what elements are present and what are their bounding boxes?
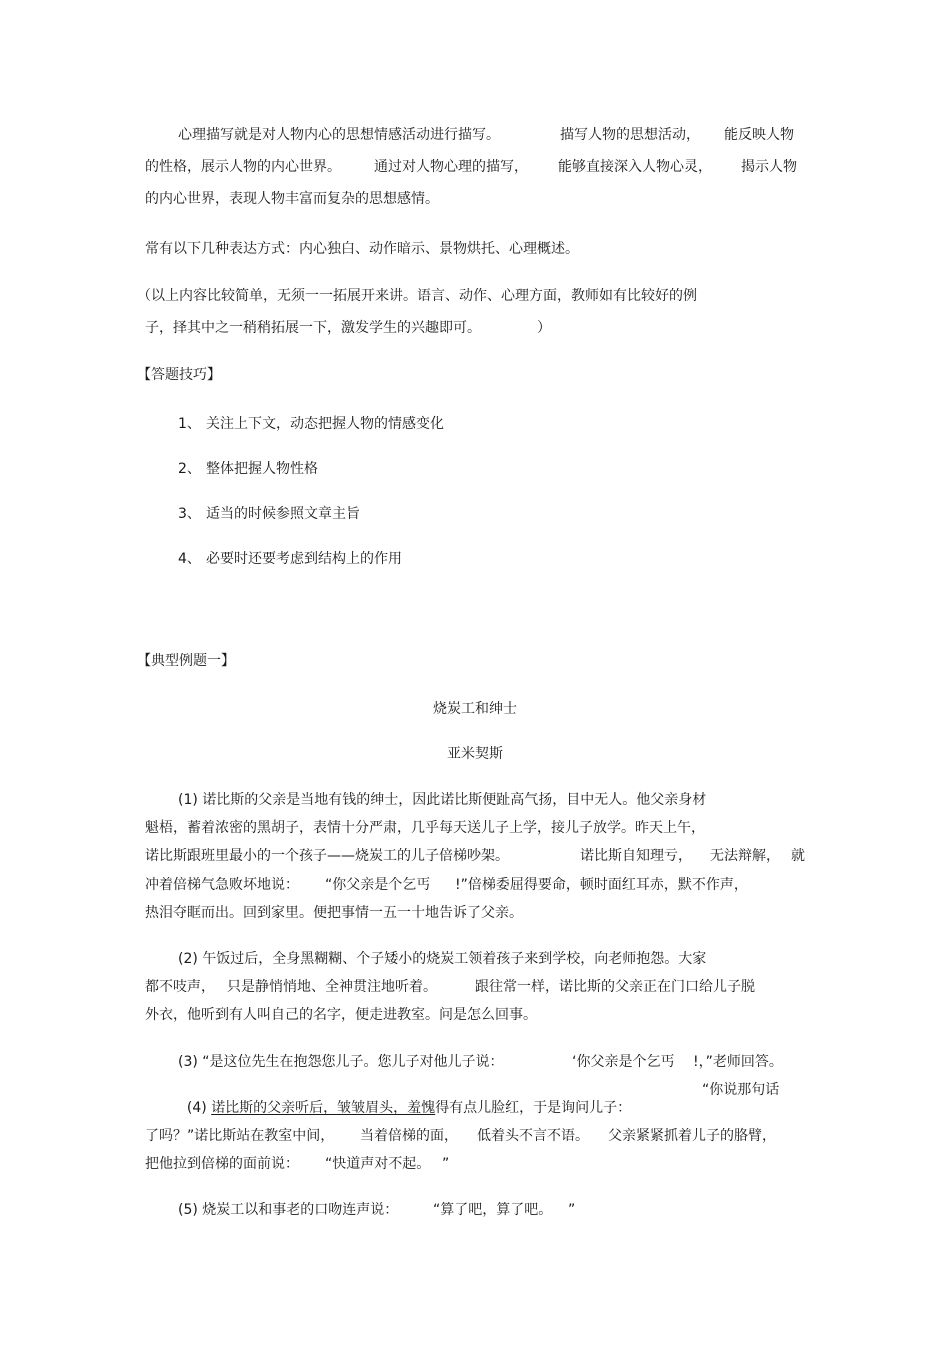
p4-text: 得有点儿脸红，于是询问儿子： <box>435 1100 632 1116</box>
p3-line-c: !，”老师回答。 <box>693 1054 783 1070</box>
note-line-1: （以上内容比较简单，无须一一拓展开来讲。语言、动作、心理方面，教师如有比较好的例 <box>137 288 697 304</box>
tip-text: 关注上下文，动态把握人物的情感变化 <box>206 416 444 432</box>
tip-number: 3、 <box>178 506 201 522</box>
note-line-2a: 子，择其中之一稍稍拓展一下，激发学生的兴趣即可。 <box>145 320 481 336</box>
intro-line-1c: 能反映人物 <box>724 127 794 143</box>
tip-number: 1、 <box>178 416 201 432</box>
intro-line-1a: 心理描写就是对人物内心的思想情感活动进行描写。 <box>178 127 500 143</box>
p4-line-3a: 把他拉到倍梯的面前说： <box>145 1156 299 1172</box>
p4-line-3b: “快道声对不起。 <box>325 1156 431 1172</box>
p1-line-3a: 诺比斯跟班里最小的一个孩子——烧炭工的儿子倍梯吵架。 <box>145 848 509 864</box>
p1-line-3b: 诺比斯自知理亏， <box>580 848 692 864</box>
p2-line-1: (2) 午饭过后，全身黑糊糊、个子矮小的烧炭工领着孩子来到学校，向老师抱怨。大家 <box>178 951 707 967</box>
p2-line-3: 外衣，他听到有人叫自己的名字，便走进教室。问是怎么回事。 <box>145 1007 537 1023</box>
p4-line-2b: 当着倍梯的面， <box>360 1128 458 1144</box>
tip-number: 2、 <box>178 461 201 477</box>
p1-line-1: (1) 诺比斯的父亲是当地有钱的绅士，因此诺比斯便趾高气扬，目中无人。他父亲身材 <box>178 792 707 808</box>
p4-underlined-text: 诺比斯的父亲听后，皱皱眉头，羞愧 <box>211 1100 436 1116</box>
p2-line-2a: 都不吱声， <box>145 979 215 995</box>
p4-line-2d: 父亲紧紧抓着儿子的胳臂， <box>608 1128 776 1144</box>
story-author: 亚米契斯 <box>447 746 503 762</box>
tip-text: 整体把握人物性格 <box>206 461 318 477</box>
tip-text: 必要时还要考虑到结构上的作用 <box>206 551 402 567</box>
tip-text: 适当的时候参照文章主旨 <box>206 506 360 522</box>
p3-line-a: (3) “是这位先生在抱怨您儿子。您儿子对他儿子说： <box>178 1054 504 1070</box>
p5-line-a: (5) 烧炭工以和事老的口吻连声说： <box>178 1202 399 1218</box>
p1-line-4b: “你父亲是个乞丐 <box>325 877 431 893</box>
p5-line-b: “算了吧，算了吧。 <box>433 1202 553 1218</box>
p1-line-2: 魁梧，蓄着浓密的黑胡子，表情十分严肃，几乎每天送儿子上学，接儿子放学。昨天上午， <box>145 820 705 836</box>
p1-line-3c: 无法辩解， <box>710 848 780 864</box>
intro-line-2a: 的性格，展示人物的内心世界。 <box>145 159 341 175</box>
intro-line-3: 的内心世界，表现人物丰富而复杂的思想感情。 <box>145 191 439 207</box>
p1-line-4c: !”倍梯委屈得要命，顿时面红耳赤，默不作声， <box>455 877 748 893</box>
p5-line-c: ” <box>568 1202 576 1218</box>
note-line-2b: ） <box>537 320 551 336</box>
tips-heading: 【答题技巧】 <box>137 367 221 383</box>
methods-text: 常有以下几种表达方式：内心独白、动作暗示、景物烘托、心理概述。 <box>145 241 579 257</box>
intro-line-2c: 能够直接深入人物心灵， <box>558 159 712 175</box>
intro-line-2b: 通过对人物心理的描写， <box>374 159 528 175</box>
intro-line-1b: 描写人物的思想活动， <box>560 127 700 143</box>
p3-line-b: ‘你父亲是个乞丐 <box>572 1054 675 1070</box>
p2-line-2c: 跟往常一样，诺比斯的父亲正在门口给儿子脱 <box>475 979 755 995</box>
story-title: 烧炭工和绅士 <box>433 701 517 717</box>
p2-line-2b: 只是静悄悄地、全神贯注地听着。 <box>227 979 437 995</box>
p4-line-1 <box>178 1081 631 1117</box>
p4-label: (4) <box>186 1100 212 1116</box>
intro-line-2d: 揭示人物 <box>741 159 797 175</box>
p1-line-5: 热泪夺眶而出。回到家里。便把事情一五一十地告诉了父亲。 <box>145 905 523 921</box>
p4-line-1c: “你说那句话 <box>702 1082 780 1098</box>
p4-line-3c: ” <box>442 1156 450 1172</box>
p1-line-3d: 就 <box>791 848 805 864</box>
p4-line-2a: 了吗？”诺比斯站在教室中间， <box>145 1128 335 1144</box>
p1-line-4a: 冲着倍梯气急败坏地说： <box>145 877 299 893</box>
tip-number: 4、 <box>178 551 201 567</box>
example-heading: 【典型例题一】 <box>137 653 235 669</box>
p4-line-2c: 低着头不言不语。 <box>477 1128 589 1144</box>
